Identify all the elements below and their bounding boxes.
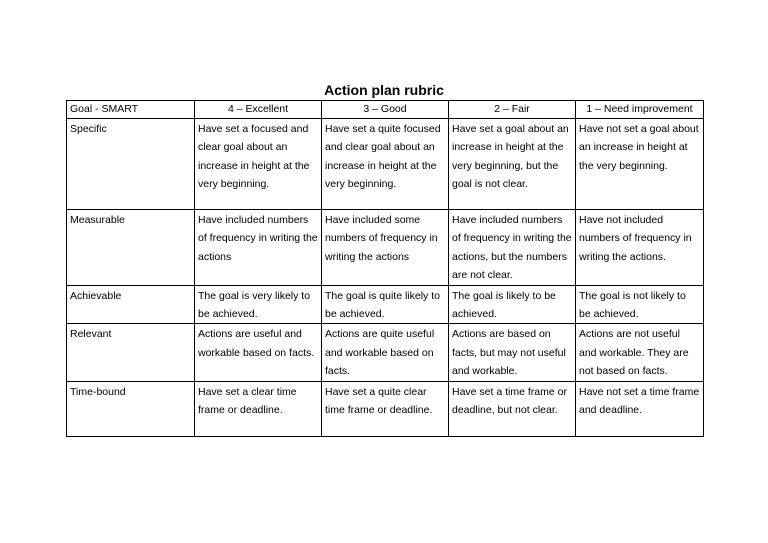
criterion-cell: Relevant (67, 324, 195, 381)
rubric-cell: Have included some numbers of frequency in writing the actions (322, 210, 449, 286)
rubric-cell: Have not set a goal about an increase in height at the very beginning. (576, 119, 704, 210)
header-excellent: 4 – Excellent (195, 101, 322, 119)
rubric-table (66, 100, 704, 437)
rubric-cell: Have set a time frame or deadline, but not clear. (449, 381, 576, 436)
header-good: 3 – Good (322, 101, 449, 119)
table-row (67, 381, 704, 436)
rubric-cell: Have not set a time frame and deadline. (576, 381, 704, 436)
rubric-cell: Actions are based on facts, but may not useful and workable. (449, 324, 576, 381)
rubric-cell: The goal is very likely to be achieved. (195, 285, 322, 324)
table-row (67, 119, 704, 210)
rubric-cell: Have included numbers of frequency in writing the actions (195, 210, 322, 286)
table-row (67, 285, 704, 324)
rubric-cell: Have set a quite clear time frame or deadline. (322, 381, 449, 436)
criterion-cell: Achievable (67, 285, 195, 324)
header-need-improvement: 1 – Need improvement (576, 101, 704, 119)
rubric-cell: Actions are not useful and workable. They are not based on facts. (576, 324, 704, 381)
rubric-cell: Have set a clear time frame or deadline. (195, 381, 322, 436)
rubric-cell: Have not included numbers of frequency in writing the actions. (576, 210, 704, 286)
rubric-cell: Actions are useful and workable based on facts. (195, 324, 322, 381)
rubric-cell: The goal is likely to be achieved. (449, 285, 576, 324)
criterion-cell: Specific (67, 119, 195, 210)
page-title: Action plan rubric (324, 82, 444, 98)
rubric-cell: Actions are quite useful and workable based on facts. (322, 324, 449, 381)
rubric-cell: Have included numbers of frequency in writing the actions, but the numbers are not clear. (449, 210, 576, 286)
rubric-cell: The goal is not likely to be achieved. (576, 285, 704, 324)
rubric-cell: Have set a focused and clear goal about an increase in height at the very beginning. (195, 119, 322, 210)
rubric-cell: Have set a quite focused and clear goal about an increase in height at the very beginning. (322, 119, 449, 210)
header-goal-smart: Goal - SMART (67, 101, 195, 119)
header-fair: 2 – Fair (449, 101, 576, 119)
table-row (67, 324, 704, 381)
criterion-cell: Measurable (67, 210, 195, 286)
criterion-cell: Time-bound (67, 381, 195, 436)
header-row (67, 101, 704, 119)
rubric-cell: The goal is quite likely to be achieved. (322, 285, 449, 324)
rubric-cell: Have set a goal about an increase in height at the very beginning, but the goal is not clear. (449, 119, 576, 210)
table-row (67, 210, 704, 286)
